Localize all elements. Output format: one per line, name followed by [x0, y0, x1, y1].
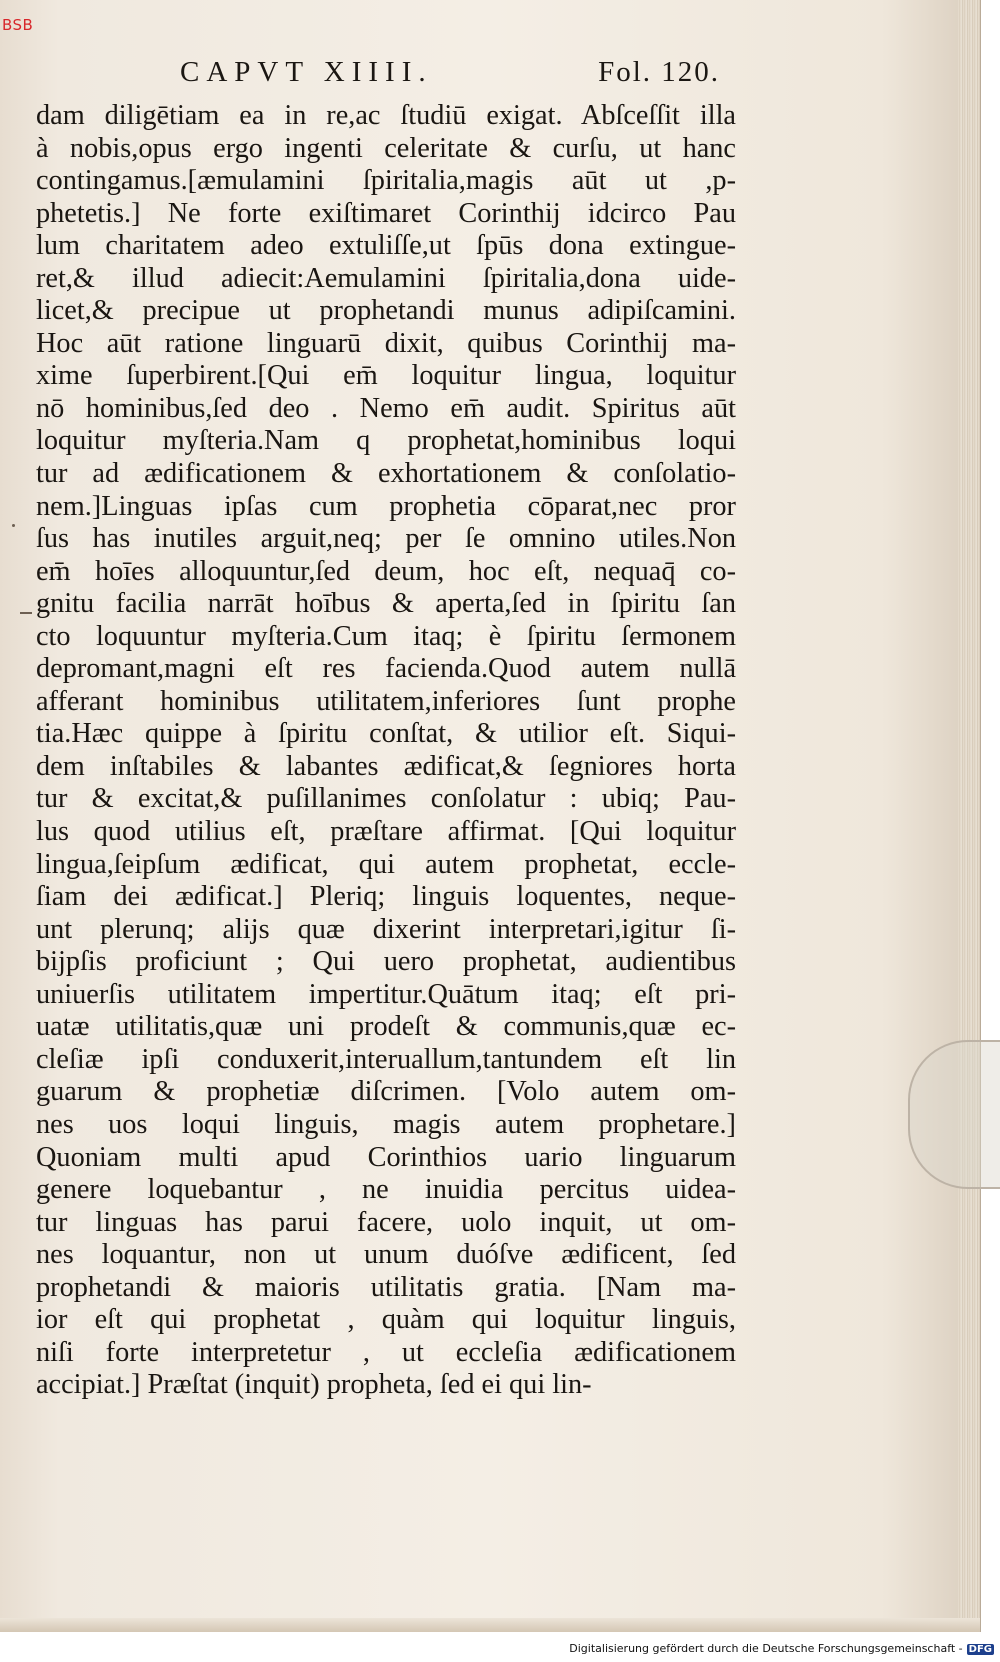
page-stack-edge [958, 0, 980, 1632]
credit-text: Digitalisierung gefördert durch die Deutsche Forschungsgemeinschaft - [569, 1642, 963, 1655]
page-clip [908, 1040, 1000, 1189]
page-bottom-edge [0, 1618, 980, 1632]
text-line: licet,& precipue ut prophetandi munus adipiſcamini. [36, 295, 736, 327]
text-line: prophetandi & maioris utilitatis gratia. [Nam ma- [36, 1271, 736, 1303]
text-line: tur & excitat,& puſillanimes conſolatur : ubiq; Pau- [36, 783, 736, 815]
text-line: cto loquuntur myſteria.Cum itaq; è ſpiritu ſermonem [36, 620, 736, 652]
folio-number: Fol. 120. [598, 56, 720, 88]
digitization-credit [569, 1641, 994, 1656]
text-line: em̄ hoīes alloquuntur,ſed deum, hoc eſt, nequaq̄ co- [36, 555, 736, 587]
text-line: Quoniam multi apud Corinthios uario linguarum [36, 1141, 736, 1173]
text-line: loquitur myſteria.Nam q prophetat,hominibus loqui [36, 425, 736, 457]
text-line: ſiam dei ædificat.] Pleriq; linguis loquentes, neque- [36, 881, 736, 913]
text-line: lingua,ſeipſum ædificat, qui autem prophetat, eccle- [36, 848, 736, 880]
text-line: dam diligētiam ea in re,ac ſtudiū exigat. Abſceſſit illa [36, 100, 736, 131]
text-line: dem inſtabiles & labantes ædificat,& ſegniores horta [36, 750, 736, 782]
text-line: gnitu facilia narrāt hoībus & aperta,ſed in ſpiritu ſan [36, 588, 736, 620]
running-head: CAPVT XIIII. [180, 56, 433, 88]
text-line: bijpſis proficiunt ; Qui uero prophetat, audientibus [36, 946, 736, 978]
text-line: nō hominibus,ſed deo . Nemo em̄ audit. Spiritus aūt [36, 392, 736, 424]
text-line: xime ſuperbirent.[Qui em̄ loquitur lingua, loquitur [36, 360, 736, 392]
text-line: cleſiæ ipſi conduxerit,interuallum,tantundem eſt lin [36, 1043, 736, 1075]
text-line: tur ad ædificationem & exhortationem & conſolatio- [36, 458, 736, 490]
text-line: uatæ utilitatis,quæ uni prodeſt & communis,quæ ec- [36, 1011, 736, 1043]
text-line: unt plerunq; alijs quæ dixerint interpretari,igitur ſi- [36, 913, 736, 945]
body-text [36, 100, 736, 1402]
text-line: genere loquebantur , ne inuidia percitus uidea- [36, 1174, 736, 1206]
text-line: uniuerſis utilitatem impertitur.Quātum itaq; eſt pri- [36, 978, 736, 1010]
text-line: accipiat.] Præſtat (inquit) propheta, ſed ei qui lin- [36, 1369, 592, 1401]
text-line: contingamus.[æmulamini ſpiritalia,magis aūt ut ,p- [36, 165, 736, 197]
text-line: ret,& illud adiecit:Aemulamini ſpiritalia,dona uide- [36, 262, 736, 294]
library-logo: BSB [2, 16, 34, 34]
text-line: nes loquantur, non ut unum duóſve ædificent, ſed [36, 1239, 736, 1271]
text-line: lus quod utilius eſt, præſtare affirmat. [Qui loquitur [36, 816, 736, 848]
margin-mark-dash [20, 612, 32, 614]
text-line: ſus has inutiles arguit,neq; per ſe omnino utiles.Non [36, 523, 736, 555]
dfg-logo: DFG [968, 1644, 992, 1655]
text-line: Hoc aūt ratione linguarū dixit, quibus Corinthij ma- [36, 327, 736, 359]
text-line: à nobis,opus ergo ingenti celeritate & curſu, ut hanc [36, 132, 736, 164]
text-line: tia.Hæc quippe à ſpiritu conſtat, & utilior eſt. Siqui- [36, 718, 736, 750]
text-line: niſi forte interpretetur , ut eccleſia ædificationem [36, 1336, 736, 1368]
page-header [180, 56, 720, 96]
text-line: guarum & prophetiæ diſcrimen. [Volo autem om- [36, 1076, 736, 1108]
text-line: ior eſt qui prophetat , quàm qui loquitur linguis, [36, 1304, 736, 1336]
margin-mark-dot [12, 524, 15, 527]
text-line: depromant,magni eſt res facienda.Quod autem nullā [36, 653, 736, 685]
text-line: phetetis.] Ne forte exiſtimaret Corinthij idcirco Pau [36, 197, 736, 229]
text-line: nes uos loqui linguis, magis autem prophetare.] [36, 1108, 736, 1140]
text-line: afferant hominibus utilitatem,inferiores ſunt prophe [36, 685, 736, 717]
text-line: nem.]Linguas ipſas cum prophetia cōparat,nec pror [36, 490, 736, 522]
text-line: tur linguas has parui facere, uolo inquit, ut om- [36, 1206, 736, 1238]
text-line: lum charitatem adeo extuliſſe,ut ſpūs dona extingue- [36, 230, 736, 262]
